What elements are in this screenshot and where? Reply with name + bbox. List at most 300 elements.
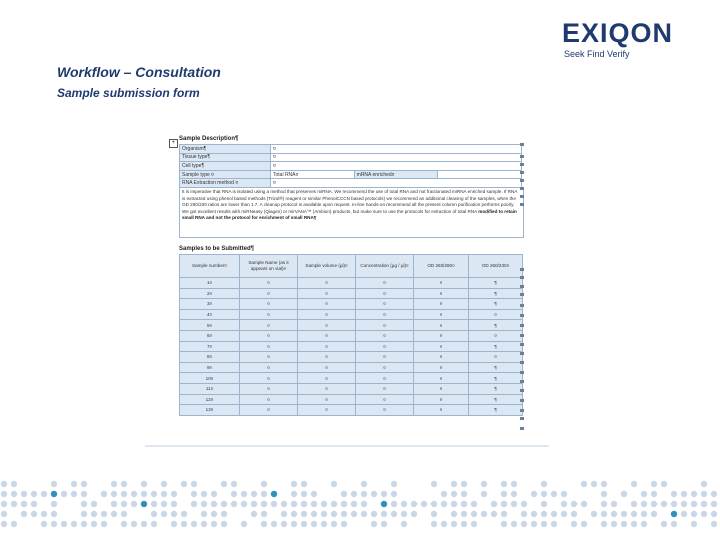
pattern-dot [211, 511, 217, 517]
sample-input-cell[interactable]: ¤ [240, 362, 298, 373]
pattern-dot [101, 511, 107, 517]
sample-input-cell[interactable]: ¤ [240, 309, 298, 320]
pattern-dot [391, 501, 397, 507]
col-od-260-280: OD 260/280¤ [414, 254, 469, 277]
sample-number-cell: 9¤ [180, 362, 240, 373]
pattern-dot [51, 491, 57, 497]
pattern-dot [501, 501, 507, 507]
sample-input-cell[interactable]: ¤ [414, 352, 469, 363]
table-row [180, 383, 523, 394]
tissue-type-label: Tissue type¶ [180, 153, 271, 162]
pattern-dot [181, 521, 187, 527]
pattern-dot [101, 521, 107, 527]
pattern-dot [281, 521, 287, 527]
sample-input-cell[interactable]: ¤ [240, 394, 298, 405]
pattern-dot [631, 501, 637, 507]
pattern-dot [441, 491, 447, 497]
sample-input-cell[interactable]: ¤ [356, 277, 414, 288]
sample-input-cell[interactable]: ¤ [298, 330, 356, 341]
pattern-dot [81, 481, 87, 487]
pattern-dot [371, 491, 377, 497]
sample-input-cell[interactable]: ¤ [469, 352, 523, 363]
pattern-dot [141, 501, 147, 507]
pattern-dot [171, 491, 177, 497]
pattern-dot [301, 511, 307, 517]
sample-input-cell[interactable]: ¤ [298, 362, 356, 373]
sample-number-cell: 4¤ [180, 309, 240, 320]
row-marker [520, 409, 524, 412]
pattern-dot [301, 521, 307, 527]
sample-input-cell[interactable]: ¤ [240, 299, 298, 310]
pattern-dot [61, 521, 67, 527]
table-row [180, 405, 523, 416]
pattern-dot [151, 511, 157, 517]
logo-wordmark: EXIQON [562, 18, 674, 48]
sample-number-cell: 6¤ [180, 330, 240, 341]
sample-input-cell[interactable]: ¶ [469, 394, 523, 405]
pattern-dot [351, 491, 357, 497]
pattern-dot [401, 501, 407, 507]
table-row [180, 309, 523, 320]
pattern-dot [211, 521, 217, 527]
pattern-dot [111, 501, 117, 507]
sample-input-cell[interactable]: ¤ [356, 383, 414, 394]
sample-input-cell[interactable]: ¤ [240, 405, 298, 416]
sample-input-cell[interactable]: ¤ [356, 330, 414, 341]
sample-input-cell[interactable]: ¤ [356, 373, 414, 384]
pattern-dot [51, 521, 57, 527]
pattern-dot [461, 481, 467, 487]
row-marker [520, 371, 524, 374]
sample-input-cell[interactable]: ¶ [469, 277, 523, 288]
pattern-dot [391, 481, 397, 487]
pattern-dot [671, 511, 677, 517]
pattern-dot [581, 501, 587, 507]
sample-input-cell[interactable]: ¤ [414, 277, 469, 288]
pattern-dot [441, 501, 447, 507]
pattern-dot [401, 521, 407, 527]
row-marker [520, 380, 524, 383]
pattern-dot [11, 501, 17, 507]
pattern-dot [321, 501, 327, 507]
pattern-dot [251, 501, 257, 507]
pattern-dot [531, 491, 537, 497]
pattern-dot [61, 491, 67, 497]
pattern-dot [371, 521, 377, 527]
row-marker [520, 389, 524, 392]
sample-input-cell[interactable]: ¤ [356, 352, 414, 363]
sample-input-cell[interactable]: ¤ [414, 320, 469, 331]
pattern-dot [641, 501, 647, 507]
sample-input-cell[interactable]: ¤ [469, 330, 523, 341]
pattern-dot [171, 511, 177, 517]
pattern-dot [1, 491, 7, 497]
pattern-dot [431, 521, 437, 527]
sample-input-cell[interactable]: ¶ [469, 320, 523, 331]
pattern-dot [121, 481, 127, 487]
pattern-dot [111, 491, 117, 497]
pattern-dot [681, 491, 687, 497]
pattern-dot [511, 521, 517, 527]
pattern-dot [201, 491, 207, 497]
pattern-dot [711, 521, 717, 527]
pattern-dot [201, 521, 207, 527]
sample-input-cell[interactable]: ¤ [298, 373, 356, 384]
pattern-dot [251, 511, 257, 517]
sample-input-cell[interactable]: ¤ [414, 330, 469, 341]
rna-isolation-note [179, 188, 524, 238]
sample-input-cell[interactable]: ¤ [298, 320, 356, 331]
pattern-dot [231, 481, 237, 487]
pattern-dot [161, 511, 167, 517]
pattern-dot [281, 501, 287, 507]
pattern-dot [481, 491, 487, 497]
pattern-dot [21, 511, 27, 517]
table-move-handle-icon[interactable]: + [169, 139, 178, 148]
sample-input-cell[interactable]: ¤ [414, 309, 469, 320]
sample-input-cell[interactable]: ¤ [356, 362, 414, 373]
pattern-dot [261, 521, 267, 527]
sample-input-cell[interactable]: ¤ [356, 341, 414, 352]
pattern-dot [631, 481, 637, 487]
sample-input-cell[interactable]: ¤ [298, 394, 356, 405]
sample-input-cell[interactable]: ¤ [414, 394, 469, 405]
pattern-dot [191, 501, 197, 507]
pattern-dot [301, 501, 307, 507]
sample-input-cell[interactable]: ¤ [356, 309, 414, 320]
pattern-dot [221, 521, 227, 527]
pattern-dot [311, 521, 317, 527]
sample-input-cell[interactable]: ¤ [298, 299, 356, 310]
pattern-dot [31, 491, 37, 497]
pattern-dot [311, 491, 317, 497]
pattern-dot [181, 511, 187, 517]
pattern-dot [471, 511, 477, 517]
pattern-dot [571, 501, 577, 507]
sample-input-cell[interactable]: ¤ [356, 320, 414, 331]
sample-input-cell[interactable]: ¤ [298, 277, 356, 288]
pattern-dot [261, 501, 267, 507]
table-row [180, 145, 522, 154]
row-marker [520, 324, 524, 327]
pattern-dot [601, 491, 607, 497]
pattern-dot [281, 511, 287, 517]
table-row [180, 373, 523, 384]
pattern-dot [261, 491, 267, 497]
pattern-dot [341, 521, 347, 527]
row-marker [520, 285, 524, 288]
row-marker [520, 417, 524, 420]
pattern-dot [341, 501, 347, 507]
pattern-dot [131, 491, 137, 497]
note-bold-text: modified to retain small RNA and not the protocol for enrichment of small RNA¶ [182, 208, 517, 221]
pattern-dot [261, 511, 267, 517]
samples-section-title: Samples to be Submitted¶ [179, 245, 255, 252]
sample-input-cell[interactable]: ¤ [298, 341, 356, 352]
pattern-dot [451, 491, 457, 497]
sample-input-cell[interactable]: ¤ [356, 288, 414, 299]
row-marker [520, 343, 524, 346]
pattern-dot [271, 501, 277, 507]
sample-input-cell[interactable]: ¤ [414, 405, 469, 416]
pattern-dot [121, 521, 127, 527]
pattern-dot [41, 511, 47, 517]
pattern-dot [291, 511, 297, 517]
pattern-dot [471, 501, 477, 507]
pattern-dot [551, 511, 557, 517]
table-header-row [180, 254, 523, 277]
pattern-dot [231, 491, 237, 497]
pattern-dot [241, 521, 247, 527]
sample-input-cell[interactable]: ¤ [240, 330, 298, 341]
cell-type-field[interactable]: ¤ [271, 162, 522, 171]
sample-input-cell[interactable]: ¤ [240, 352, 298, 363]
pattern-dot [691, 501, 697, 507]
pattern-dot [141, 491, 147, 497]
pattern-dot [11, 521, 17, 527]
pattern-dot [481, 511, 487, 517]
pattern-dot [531, 511, 537, 517]
pattern-dot [541, 501, 547, 507]
pattern-dot [501, 481, 507, 487]
pattern-dot [331, 511, 337, 517]
pattern-dot [71, 521, 77, 527]
sample-input-cell[interactable]: ¤ [240, 288, 298, 299]
pattern-dot [151, 501, 157, 507]
pattern-dot [601, 501, 607, 507]
pattern-dot [91, 501, 97, 507]
pattern-dot [111, 481, 117, 487]
sample-input-cell[interactable]: ¤ [240, 320, 298, 331]
sample-input-cell[interactable]: ¤ [240, 373, 298, 384]
sample-input-cell[interactable]: ¤ [298, 309, 356, 320]
pattern-dot [561, 501, 567, 507]
pattern-dot [141, 481, 147, 487]
exiqon-logo [562, 20, 697, 59]
pattern-dot [71, 481, 77, 487]
pattern-dot [411, 501, 417, 507]
slide-title: Workflow – Consultation [57, 64, 221, 80]
sample-input-cell[interactable]: ¤ [414, 383, 469, 394]
sample-input-cell[interactable]: ¤ [414, 362, 469, 373]
pattern-dot [361, 481, 367, 487]
pattern-dot [341, 511, 347, 517]
pattern-dot [621, 491, 627, 497]
row-marker [520, 427, 524, 430]
pattern-dot [631, 511, 637, 517]
pattern-dot [711, 511, 717, 517]
pattern-dot [431, 501, 437, 507]
pattern-dot [651, 511, 657, 517]
pattern-dot [221, 501, 227, 507]
row-marker [520, 361, 524, 364]
sample-input-cell[interactable]: ¶ [469, 362, 523, 373]
col-sample-volume: Sample volume (µl)¤ [298, 254, 356, 277]
col-sample-number: Sample number¤ [180, 254, 240, 277]
sample-input-cell[interactable]: ¤ [414, 299, 469, 310]
sample-input-cell[interactable]: ¤ [414, 288, 469, 299]
pattern-dot [381, 511, 387, 517]
pattern-dot [191, 491, 197, 497]
pattern-dot [501, 511, 507, 517]
row-marker [520, 352, 524, 355]
sample-input-cell[interactable]: ¤ [356, 405, 414, 416]
row-marker [520, 195, 524, 198]
pattern-dot [571, 521, 577, 527]
pattern-dot [81, 491, 87, 497]
pattern-dot [511, 501, 517, 507]
pattern-dot [321, 521, 327, 527]
pattern-dot [661, 481, 667, 487]
pattern-dot [51, 511, 57, 517]
pattern-dot [361, 501, 367, 507]
pattern-dot [631, 521, 637, 527]
row-marker [520, 334, 524, 337]
table-row [180, 352, 523, 363]
col-sample-name: Sample Name (as it appears on vial)¤ [240, 254, 298, 277]
sample-input-cell[interactable]: ¶ [469, 288, 523, 299]
row-marker [520, 276, 524, 279]
pattern-dot [371, 511, 377, 517]
pattern-dot [521, 511, 527, 517]
pattern-dot [81, 501, 87, 507]
sample-input-cell[interactable]: ¶ [469, 383, 523, 394]
pattern-dot [621, 511, 627, 517]
sample-type-blank [438, 170, 522, 179]
pattern-dot [551, 521, 557, 527]
pattern-dot [611, 521, 617, 527]
pattern-dot [461, 501, 467, 507]
sample-number-cell: 5¤ [180, 320, 240, 331]
pattern-dot [221, 511, 227, 517]
organism-field[interactable]: ¤ [271, 145, 522, 154]
pattern-dot [461, 521, 467, 527]
pattern-dot [121, 501, 127, 507]
slide-subtitle: Sample submission form [57, 86, 200, 100]
sample-input-cell[interactable]: ¤ [298, 288, 356, 299]
sample-number-cell: 13¤ [180, 405, 240, 416]
pattern-dot [661, 521, 667, 527]
pattern-dot [321, 511, 327, 517]
pattern-dot [601, 521, 607, 527]
pattern-dot [111, 511, 117, 517]
pattern-dot [301, 491, 307, 497]
pattern-dot [381, 521, 387, 527]
pattern-dot [81, 521, 87, 527]
row-marker [520, 399, 524, 402]
pattern-dot [311, 511, 317, 517]
pattern-dot [681, 501, 687, 507]
table-row [180, 330, 523, 341]
pattern-dot [621, 521, 627, 527]
pattern-dot [511, 491, 517, 497]
sample-input-cell[interactable]: ¤ [298, 405, 356, 416]
pattern-dot [581, 481, 587, 487]
pattern-dot [381, 491, 387, 497]
pattern-dot [191, 521, 197, 527]
sample-input-cell[interactable]: ¤ [240, 383, 298, 394]
pattern-dot [561, 511, 567, 517]
pattern-dot [121, 511, 127, 517]
pattern-dot [711, 491, 717, 497]
sample-input-cell[interactable]: ¶ [469, 299, 523, 310]
row-marker [520, 203, 524, 206]
sample-input-cell[interactable]: ¶ [469, 341, 523, 352]
pattern-dot [701, 481, 707, 487]
sample-input-cell[interactable]: ¤ [240, 341, 298, 352]
table-row [180, 394, 523, 405]
sample-input-cell[interactable]: ¤ [414, 373, 469, 384]
pattern-dot [591, 481, 597, 487]
pattern-dot [251, 491, 257, 497]
total-rna-option[interactable]: Total RNA¤ [271, 170, 355, 179]
pattern-dot [51, 481, 57, 487]
sample-input-cell[interactable]: ¤ [414, 341, 469, 352]
pattern-dot [541, 491, 547, 497]
pattern-dot [601, 481, 607, 487]
mrna-enriched-option[interactable]: mRNA enriched¤ [354, 170, 438, 179]
sample-number-cell: 1¤ [180, 277, 240, 288]
pattern-dot [271, 491, 277, 497]
rna-extraction-field[interactable]: ¤ [271, 179, 522, 188]
table-row [180, 153, 522, 162]
sample-input-cell[interactable]: ¤ [298, 383, 356, 394]
table-row [180, 162, 522, 171]
pattern-dot [451, 511, 457, 517]
pattern-dot [521, 521, 527, 527]
rna-extraction-label: RNA Extraction method ¤ [180, 179, 271, 188]
pattern-dot [1, 481, 7, 487]
cell-type-label: Cell type¶ [180, 162, 271, 171]
pattern-dot [651, 481, 657, 487]
pattern-dot [681, 511, 687, 517]
sample-input-cell[interactable]: ¶ [469, 373, 523, 384]
sample-input-cell[interactable]: ¤ [356, 394, 414, 405]
pattern-dot [151, 491, 157, 497]
pattern-dot [291, 521, 297, 527]
pattern-dot [691, 491, 697, 497]
pattern-dot [701, 511, 707, 517]
sample-input-cell[interactable]: ¤ [240, 277, 298, 288]
pattern-dot [261, 481, 267, 487]
pattern-dot [211, 491, 217, 497]
pattern-dot [461, 491, 467, 497]
pattern-dot [211, 501, 217, 507]
pattern-dot [391, 511, 397, 517]
sample-input-cell[interactable]: ¤ [298, 352, 356, 363]
sample-input-cell[interactable]: ¶ [469, 405, 523, 416]
row-marker [520, 304, 524, 307]
row-marker [520, 187, 524, 190]
sample-input-cell[interactable]: ¤ [469, 309, 523, 320]
sample-number-cell: 3¤ [180, 299, 240, 310]
pattern-dot [161, 491, 167, 497]
tissue-type-field[interactable]: ¤ [271, 153, 522, 162]
row-marker [520, 179, 524, 182]
sample-type-label: Sample type ¤ [180, 170, 271, 179]
row-marker [520, 155, 524, 158]
pattern-dot [521, 501, 527, 507]
pattern-dot [121, 491, 127, 497]
pattern-dot [181, 481, 187, 487]
pattern-dot [651, 491, 657, 497]
pattern-dot [171, 501, 177, 507]
pattern-dot [291, 481, 297, 487]
table-row [180, 170, 522, 179]
sample-input-cell[interactable]: ¤ [356, 299, 414, 310]
pattern-dot [171, 521, 177, 527]
pattern-dot [501, 491, 507, 497]
